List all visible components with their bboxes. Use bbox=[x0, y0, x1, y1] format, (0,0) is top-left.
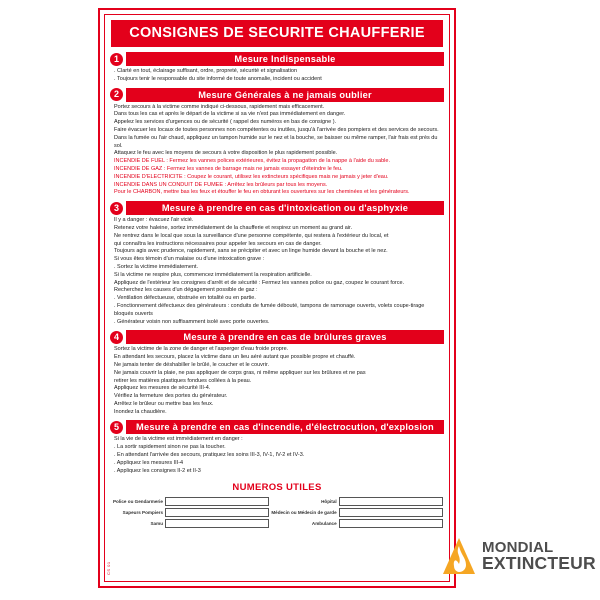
body-line: Faire évacuer les locaux de toutes personnes non compétentes ou inutiles, jusqu'à l'arrivée des pompiers et des services de secours. bbox=[114, 126, 439, 133]
body-line: . Générateur voisin non suffisamment isolé avec porte ouvertes. bbox=[114, 318, 270, 325]
body-line: . Ventilation défectueuse, obstruée en totalité ou en partie. bbox=[114, 295, 256, 302]
body-line: Si vous êtes témoin d'un malaise ou d'une intoxication grave : bbox=[114, 256, 265, 263]
body-line: INCENDIE D'ELECTRICITE : Coupez le courant, utilisez les extincteurs spécifiques mais ne jamais y jeter d'eau. bbox=[114, 173, 389, 180]
body-line: Appliquez les mesures de sécurité III-4. bbox=[114, 385, 211, 392]
field-ambulance[interactable] bbox=[338, 518, 444, 529]
section-number-2: 2 bbox=[110, 88, 123, 101]
label-pompiers: Sapeurs Pompiers bbox=[122, 510, 163, 516]
body-line: bloqués ouverts bbox=[114, 310, 153, 317]
section-title-5: Mesure à prendre en cas d'incendie, d'électrocution, d'explosion bbox=[126, 420, 444, 434]
body-line: INCENDIE DE FUEL : Fermez les vannes polices extérieures, évitez la propagation de la nappe à l'aide du sable. bbox=[114, 158, 390, 165]
section-body-1 bbox=[110, 66, 444, 84]
body-line: Toujours agis avec prudence, rapidement, sans se précipiter et avec un linge humide devant la bouche et le nez. bbox=[114, 248, 388, 255]
label-medecin: Médecin ou Médecin de garde bbox=[271, 510, 337, 516]
body-line: INCENDIE DE GAZ : Fermez les vannes de barrage mais ne jamais essayer d'éteindre le feu. bbox=[114, 165, 343, 172]
brand-line-2: EXTINCTEUR bbox=[482, 552, 596, 573]
body-line: retirer les matières plastiques fondues collées à la peau. bbox=[114, 377, 252, 384]
body-line: Sortez la victime de la zone de danger et l'asperger d'eau froide propre. bbox=[114, 346, 289, 353]
section-number-4: 4 bbox=[110, 331, 123, 344]
section-body-4 bbox=[110, 344, 444, 416]
table-row bbox=[110, 518, 444, 529]
body-line: . Fonctionnement défectueux des générateurs : conduits de fumée débouté, tampons de ramonage ouverts, volets coupe-tirage bbox=[114, 302, 425, 309]
body-line: Arrêtez le brûleur ou mettre bas les feux. bbox=[114, 400, 214, 407]
section-number-5: 5 bbox=[110, 421, 123, 434]
body-line: Recherchez les causes d'un dégagement possible de gaz : bbox=[114, 287, 258, 294]
section-header-3 bbox=[110, 201, 444, 215]
label-hopital: Hôpital bbox=[321, 499, 337, 505]
useful-numbers-table bbox=[110, 496, 444, 529]
body-line: Retenez votre haleine, sortez immédiatement de la chaufferie et respirez un moment au grand air. bbox=[114, 224, 353, 231]
section-number-1: 1 bbox=[110, 53, 123, 66]
body-line: . Clarté en tout, éclairage suffisant, ordre, propreté, sécurité et signalisation bbox=[114, 68, 298, 74]
body-line: Si la vie de la victime est immédiatement en danger : bbox=[114, 436, 243, 443]
poster-inner-frame bbox=[104, 14, 450, 582]
body-line: INCENDIE DANS UN CONDUIT DE FUMEE : Arrêtez les brûleurs par tous les moyens. bbox=[114, 181, 328, 188]
poster-reference-code: CS 01 bbox=[106, 561, 111, 575]
body-line: Pour le CHARBON, mettre bas les feux et étouffer le feu en obturant les ouvertures sur les cheminées et les générateurs. bbox=[114, 189, 410, 196]
label-police: Police ou Gendarmerie bbox=[112, 499, 163, 505]
body-line: . Appliquez les consignes II-2 et II-3 bbox=[114, 467, 201, 474]
section-title-1: Mesure Indispensable bbox=[126, 52, 444, 66]
section-title-2: Mesure Générales à ne jamais oublier bbox=[126, 88, 444, 102]
body-line: . Sortez la victime immédiatement. bbox=[114, 263, 199, 270]
body-line: Si la victime ne respire plus, commencez immédiatement la respiration artificielle. bbox=[114, 271, 312, 278]
brand-logo bbox=[442, 536, 596, 576]
body-line: En attendant les secours, placez la victime dans un lieu aéré autant que possible propre et chauffé. bbox=[114, 354, 356, 361]
body-line: . Appliquez les mesures III-4 bbox=[114, 459, 184, 466]
field-police[interactable] bbox=[164, 496, 270, 507]
body-line: Il y a danger : évacuez l'air vicié. bbox=[114, 217, 194, 224]
section-title-4: Mesure à prendre en cas de brûlures graves bbox=[126, 330, 444, 344]
body-line: Appliquez de l'extérieur les consignes d'arrêt et de sécurité : Fermez les vannes police ou gaz, coupez le courant force. bbox=[114, 279, 405, 286]
section-body-3 bbox=[110, 215, 444, 326]
brand-text bbox=[482, 540, 596, 573]
field-pompiers[interactable] bbox=[164, 507, 270, 518]
section-header-1 bbox=[110, 52, 444, 66]
useful-numbers-title: NUMEROS UTILES bbox=[232, 482, 322, 494]
flame-icon bbox=[442, 536, 476, 576]
section-body-2 bbox=[110, 102, 444, 198]
body-line: Portez secours à la victime comme indiqué ci-dessous, rapidement mais efficacement. bbox=[114, 103, 325, 110]
body-line: Ne jamais tenter de déshabiller le brûlé, le coucher et le couvrir. bbox=[114, 361, 269, 368]
body-line: Ne rentrez dans le local que sous la surveillance d'une personne compétente, qui restera à l'extérieur du local, et bbox=[114, 232, 389, 239]
table-row bbox=[110, 496, 444, 507]
body-line: Appelez les services d'urgences ou de sécurité ( rappel des numéros en bas de consigne ). bbox=[114, 119, 337, 126]
brand-line-1: MONDIAL bbox=[482, 538, 554, 556]
section-header-5 bbox=[110, 420, 444, 434]
body-line: Dans la fumée ou l'air chaud, appliquez un tampon humide sur le nez et la bouche, se baisser ou même ramper, l'air frais est près du sol. bbox=[114, 134, 438, 149]
label-samu: Samu bbox=[150, 521, 163, 527]
section-title-3: Mesure à prendre en cas d'intoxication ou d'asphyxie bbox=[126, 201, 444, 215]
field-samu[interactable] bbox=[164, 518, 270, 529]
body-line: Vérifiez la fermeture des portes du générateur. bbox=[114, 393, 228, 400]
section-header-2 bbox=[110, 88, 444, 102]
body-line: qui connaîtra les instructions nécessaires pour appeler les secours en cas de danger. bbox=[114, 240, 322, 247]
section-header-4 bbox=[110, 330, 444, 344]
body-line: Inondez la chaudière. bbox=[114, 408, 167, 415]
section-number-3: 3 bbox=[110, 202, 123, 215]
body-line: Ne jamais couvrir la plaie, ne pas appliquer de corps gras, ni même appliquer sur les brûlures et ne pas bbox=[114, 369, 366, 376]
body-line: . Toujours tenir le responsable du site informé de toute anomalie, incident ou accident bbox=[114, 75, 322, 82]
body-line: . La sortir rapidement sinon ne pas la toucher. bbox=[114, 444, 226, 451]
body-line: Attaquez le feu avec les moyens de secours à votre disposition le plus rapidement possible. bbox=[114, 150, 338, 157]
field-medecin[interactable] bbox=[338, 507, 444, 518]
table-row bbox=[110, 507, 444, 518]
body-line: Dans tous les cas et après le départ de la victime si sa vie n'est pas immédiatement en danger. bbox=[114, 111, 346, 118]
label-ambulance: Ambulance bbox=[311, 521, 337, 527]
body-line: . En attendant l'arrivée des secours, pratiquez les soins III-3, IV-1, IV-2 et IV-3. bbox=[114, 452, 305, 459]
section-body-5 bbox=[110, 434, 444, 475]
page-title: CONSIGNES DE SECURITE CHAUFFERIE bbox=[110, 19, 444, 48]
field-hopital[interactable] bbox=[338, 496, 444, 507]
safety-poster bbox=[98, 8, 456, 588]
